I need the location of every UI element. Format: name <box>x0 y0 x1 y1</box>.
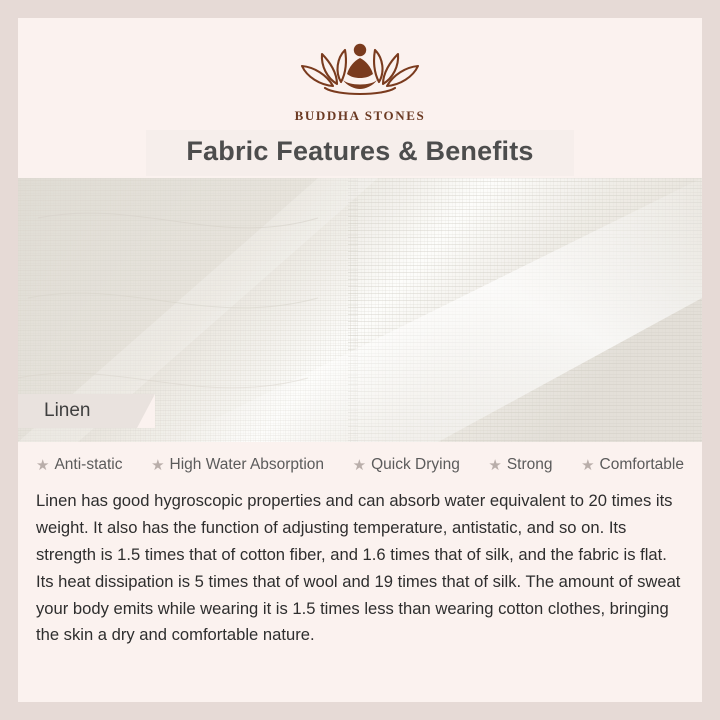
lotus-meditation-icon <box>285 28 435 104</box>
feature-label: Comfortable <box>599 456 684 473</box>
feature-item <box>353 456 460 474</box>
star-icon: ★ <box>36 456 50 474</box>
feature-label: Quick Drying <box>371 456 460 473</box>
page-title: Fabric Features & Benefits <box>186 136 534 166</box>
feature-item <box>151 456 324 474</box>
card-inner <box>18 18 702 702</box>
brand-logo <box>18 28 702 124</box>
frame-bottom-border <box>0 702 720 720</box>
card-header <box>18 18 702 178</box>
feature-label: Anti-static <box>54 456 123 473</box>
frame-left-border <box>0 0 18 720</box>
feature-item <box>36 456 123 474</box>
feature-label: High Water Absorption <box>169 456 325 473</box>
fabric-label: Linen <box>44 400 91 421</box>
frame-top-border <box>0 0 720 18</box>
star-icon: ★ <box>151 456 165 474</box>
star-icon: ★ <box>581 456 595 474</box>
fabric-description: Linen has good hygroscopic properties and can absorb water equivalent to 20 times its weight. It also has the function of adjusting temperature, antistatic, and so on. Its strength is 1.5 times that of cotton fiber, and 1.6 times that of silk, and the fabric is flat. Its heat dissipation is 5 times that of wool and 19 times that of silk. The amount of sweat your body emits while wearing it is 1.5 times less than wearing cotton clothes, bringing the skin a dry and comfortable nature. <box>36 491 681 645</box>
brand-name: BUDDHA STONES <box>294 108 426 123</box>
star-icon: ★ <box>352 456 367 474</box>
star-icon: ★ <box>488 456 502 474</box>
feature-label: Strong <box>506 456 553 473</box>
feature-list <box>18 442 702 482</box>
fabric-photo <box>18 178 702 442</box>
fabric-label-tab <box>18 394 154 428</box>
frame-right-border <box>702 0 720 720</box>
feature-item <box>488 456 552 474</box>
feature-item <box>581 456 684 474</box>
